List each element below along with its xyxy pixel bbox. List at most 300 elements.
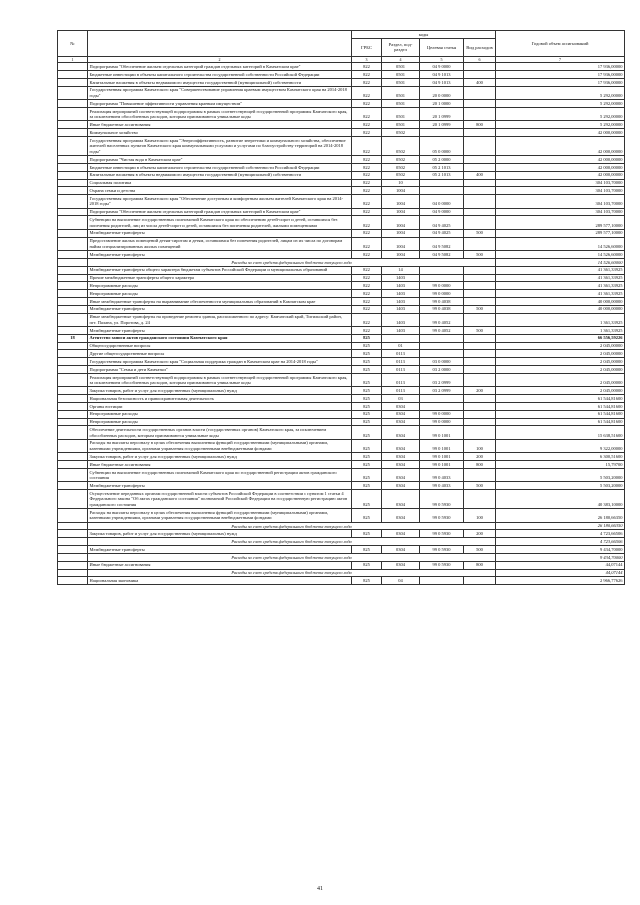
row-name: Государственная программа Камчатского края "Энергоэффективность, развитие энергетики и коммунального хозяйства, обеспечение жителей населенных пунктов Камчатского края коммунальными услугами и услугами по благоустройству территорий на 2014-2018 годы" — [88, 137, 352, 156]
row-name: Государственная программа Камчатского края "Совершенствование управления краевым имуществом Камчатского края на 2014-2018 годы" — [88, 86, 352, 99]
row-number — [58, 208, 88, 216]
row-type — [464, 373, 496, 386]
row-section: 0304 — [382, 410, 420, 418]
row-type — [464, 334, 496, 342]
row-name: Межбюджетные трансферты — [88, 251, 352, 259]
row-type — [464, 266, 496, 274]
row-number — [58, 350, 88, 358]
row-type — [464, 282, 496, 290]
row-number — [58, 86, 88, 99]
row-section: 0304 — [382, 418, 420, 426]
row-name: Прочие межбюджетные трансферты общего характера — [88, 274, 352, 282]
row-grbs: 822 — [352, 305, 382, 313]
table-row — [58, 350, 625, 358]
row-name: Межбюджетные трансферты общего характера бюджетам субъектов Российской Федерации и муниципальных образований — [88, 266, 352, 274]
row-number — [58, 395, 88, 403]
row-grbs: 822 — [352, 86, 382, 99]
table-row — [58, 334, 625, 342]
row-amount: 2 045,00000 — [496, 350, 625, 358]
row-number — [58, 216, 88, 229]
table-row — [58, 107, 625, 120]
row-number — [58, 179, 88, 187]
table-row — [58, 439, 625, 452]
row-amount: 289 577,10000 — [496, 216, 625, 229]
row-target: 04 9 4025 — [420, 216, 464, 229]
row-target: 99 0 4052 — [420, 313, 464, 326]
row-target: 99 0 5930 — [420, 509, 464, 522]
row-type — [464, 297, 496, 305]
row-name: Межбюджетные трансферты — [88, 305, 352, 313]
row-amount: 2 045,00000 — [496, 387, 625, 395]
table-row — [58, 195, 625, 208]
row-target — [420, 179, 464, 187]
row-name: Субвенции на выполнение государственных полномочий Камчатского края по обеспечению детей-сирот и детей, оставшихся без попечения родителей, лиц из числа детей-сирот и детей, оставшихся без попечения родителей, жилыми помещениями — [88, 216, 352, 229]
row-amount: 1 361,33925 — [496, 313, 625, 326]
row-number — [58, 530, 88, 538]
row-name: Капитальные вложения в объекты недвижимого имущества государственной (муниципальной) собственности — [88, 78, 352, 86]
table-row — [58, 237, 625, 250]
table-row — [58, 410, 625, 418]
row-type: 200 — [464, 453, 496, 461]
row-amount: 5 503,20000 — [496, 468, 625, 481]
row-grbs: 825 — [352, 402, 382, 410]
row-section: 0304 — [382, 490, 420, 509]
row-section: 1403 — [382, 282, 420, 290]
row-type — [464, 129, 496, 137]
row-note: Расходы за счет средств федерального бюджета текущего года — [88, 258, 496, 266]
row-type: 500 — [464, 305, 496, 313]
row-grbs: 822 — [352, 129, 382, 137]
table-row — [58, 86, 625, 99]
row-section: 1004 — [382, 187, 420, 195]
row-section: 0113 — [382, 350, 420, 358]
table-note-row — [58, 258, 625, 266]
row-section: 14 — [382, 266, 420, 274]
row-type — [464, 468, 496, 481]
row-grbs: 825 — [352, 395, 382, 403]
table-row — [58, 187, 625, 195]
table-row — [58, 530, 625, 538]
row-name: Бюджетные инвестиции в объекты капитального строительства государственной собственности Российской Федерации — [88, 163, 352, 171]
row-grbs: 825 — [352, 482, 382, 490]
row-name: Непрограммные расходы — [88, 418, 352, 426]
row-name: Социальная политика — [88, 179, 352, 187]
table-row — [58, 229, 625, 237]
row-name: Подпрограмма "Чистая вода в Камчатском крае" — [88, 156, 352, 164]
row-type — [464, 137, 496, 156]
table-note-row — [58, 538, 625, 546]
row-amount: 2 045,00000 — [496, 358, 625, 366]
row-section: 0502 — [382, 163, 420, 171]
table-row — [58, 461, 625, 469]
row-section: 1403 — [382, 327, 420, 335]
row-name: Охрана семьи и детства — [88, 187, 352, 195]
row-number — [58, 482, 88, 490]
row-amount: 61 544,81600 — [496, 410, 625, 418]
row-type — [464, 274, 496, 282]
row-section: 0502 — [382, 171, 420, 179]
row-number — [58, 522, 88, 530]
row-section: 0304 — [382, 402, 420, 410]
row-type — [464, 187, 496, 195]
column-number: 6 — [464, 56, 496, 62]
row-number: 18 — [58, 334, 88, 342]
table-row — [58, 327, 625, 335]
column-number: 1 — [58, 56, 88, 62]
row-grbs: 822 — [352, 313, 382, 326]
header-grbs: ГРБС — [352, 38, 382, 56]
row-grbs: 825 — [352, 461, 382, 469]
row-number — [58, 266, 88, 274]
table-row — [58, 171, 625, 179]
row-amount: 5 292,00000 — [496, 107, 625, 120]
row-number — [58, 410, 88, 418]
row-section: 0113 — [382, 366, 420, 374]
row-section: 0501 — [382, 71, 420, 79]
row-section: 0113 — [382, 358, 420, 366]
row-number — [58, 187, 88, 195]
row-section: 1403 — [382, 297, 420, 305]
row-section: 1403 — [382, 313, 420, 326]
row-section: 0502 — [382, 129, 420, 137]
row-note: Расходы за счет средств федерального бюджета текущего года — [88, 569, 496, 577]
row-target: 05 0 0000 — [420, 137, 464, 156]
table-row — [58, 163, 625, 171]
table-row — [58, 208, 625, 216]
row-number — [58, 453, 88, 461]
row-section: 0501 — [382, 78, 420, 86]
header-target: Целевая статья — [420, 38, 464, 56]
row-amount: 41 361,33925 — [496, 290, 625, 298]
row-section: 0501 — [382, 86, 420, 99]
row-number — [58, 546, 88, 554]
row-number — [58, 373, 88, 386]
table-row — [58, 274, 625, 282]
row-amount: 44,07144 — [496, 569, 625, 577]
row-number — [58, 156, 88, 164]
row-section: 0304 — [382, 482, 420, 490]
row-type: 800 — [464, 461, 496, 469]
row-grbs: 822 — [352, 179, 382, 187]
row-number — [58, 313, 88, 326]
row-grbs: 822 — [352, 187, 382, 195]
table-row — [58, 342, 625, 350]
row-amount: 2 045,00000 — [496, 373, 625, 386]
row-amount: 9 434,70000 — [496, 553, 625, 561]
page-number: 41 — [317, 886, 323, 892]
row-target: 04 9 0000 — [420, 63, 464, 71]
row-section: 1004 — [382, 251, 420, 259]
row-grbs: 825 — [352, 387, 382, 395]
row-number — [58, 71, 88, 79]
row-target — [420, 266, 464, 274]
row-section: 04 — [382, 577, 420, 585]
row-amount: 1 361,33925 — [496, 327, 625, 335]
row-amount: 40 000,00000 — [496, 297, 625, 305]
row-amount: 15,79700 — [496, 461, 625, 469]
row-type — [464, 237, 496, 250]
row-grbs: 822 — [352, 107, 382, 120]
row-number — [58, 171, 88, 179]
row-number — [58, 195, 88, 208]
row-grbs: 822 — [352, 229, 382, 237]
table-row — [58, 290, 625, 298]
row-grbs: 822 — [352, 156, 382, 164]
row-name: Иные бюджетные ассигнования — [88, 121, 352, 129]
row-amount: 26 180,66350 — [496, 509, 625, 522]
row-target: 99 0 4033 — [420, 468, 464, 481]
row-section: 0304 — [382, 453, 420, 461]
row-type: 100 — [464, 509, 496, 522]
row-target — [420, 334, 464, 342]
row-number — [58, 402, 88, 410]
row-target — [420, 342, 464, 350]
row-section: 1004 — [382, 237, 420, 250]
row-amount: 9 434,70000 — [496, 546, 625, 554]
row-grbs: 822 — [352, 327, 382, 335]
row-grbs: 822 — [352, 195, 382, 208]
row-target — [420, 187, 464, 195]
row-type — [464, 216, 496, 229]
row-grbs: 825 — [352, 426, 382, 439]
row-grbs: 822 — [352, 282, 382, 290]
row-amount: 61 544,81600 — [496, 418, 625, 426]
row-note: Расходы за счет средств федерального бюджета текущего года — [88, 522, 496, 530]
row-amount: 289 577,10000 — [496, 229, 625, 237]
row-target: 03 2 0000 — [420, 366, 464, 374]
row-section: 0304 — [382, 546, 420, 554]
table-row — [58, 266, 625, 274]
table-note-row — [58, 569, 625, 577]
row-name: Подпрограмма "Обеспечение жильем отдельных категорий граждан отдельных категорий в Камчатском крае" — [88, 63, 352, 71]
row-number — [58, 387, 88, 395]
row-type — [464, 395, 496, 403]
row-target: 04 0 0000 — [420, 195, 464, 208]
row-type: 400 — [464, 78, 496, 86]
row-target: 99 0 4033 — [420, 482, 464, 490]
row-grbs: 825 — [352, 350, 382, 358]
row-amount: 40 000,00000 — [496, 305, 625, 313]
row-type — [464, 426, 496, 439]
row-type — [464, 290, 496, 298]
row-amount: 61 544,81600 — [496, 402, 625, 410]
row-name: Подпрограмма "Семья и дети Камчатки" — [88, 366, 352, 374]
row-amount: 66 556,59226 — [496, 334, 625, 342]
row-amount: 5 292,00000 — [496, 86, 625, 99]
row-section: 0501 — [382, 107, 420, 120]
row-number — [58, 461, 88, 469]
row-grbs: 825 — [352, 366, 382, 374]
row-target: 99 0 1001 — [420, 453, 464, 461]
row-type — [464, 313, 496, 326]
row-number — [58, 129, 88, 137]
table-row — [58, 426, 625, 439]
row-amount: 14 526,60000 — [496, 258, 625, 266]
row-number — [58, 251, 88, 259]
row-grbs: 825 — [352, 490, 382, 509]
row-number — [58, 439, 88, 452]
row-number — [58, 366, 88, 374]
row-target: 20 1 0000 — [420, 100, 464, 108]
row-amount: 42 000,00000 — [496, 171, 625, 179]
row-amount: 15 638,51600 — [496, 426, 625, 439]
row-name: Расходы на выплаты персоналу в целях обеспечения выполнения функций государственными (муниципальными) органами, казенными учреждениями, органами управления государственными внебюджетными фондами — [88, 509, 352, 522]
table-header — [58, 31, 625, 63]
row-name: Межбюджетные трансферты — [88, 546, 352, 554]
row-section: 1004 — [382, 216, 420, 229]
table-row — [58, 137, 625, 156]
table-row — [58, 297, 625, 305]
row-type — [464, 156, 496, 164]
table-row — [58, 453, 625, 461]
row-target — [420, 402, 464, 410]
row-grbs: 822 — [352, 100, 382, 108]
header-total: Годовой объем ассигнований — [496, 31, 625, 57]
row-grbs: 822 — [352, 297, 382, 305]
row-number — [58, 561, 88, 569]
row-name: Непрограммные расходы — [88, 290, 352, 298]
row-type: 200 — [464, 530, 496, 538]
row-number — [58, 426, 88, 439]
row-grbs: 825 — [352, 546, 382, 554]
row-section: 0304 — [382, 468, 420, 481]
row-type — [464, 86, 496, 99]
row-target: 99 0 4038 — [420, 305, 464, 313]
row-grbs: 825 — [352, 453, 382, 461]
table-row — [58, 71, 625, 79]
table-row — [58, 468, 625, 481]
row-section: 0304 — [382, 509, 420, 522]
table-row — [58, 577, 625, 585]
table-row — [58, 546, 625, 554]
row-grbs: 822 — [352, 251, 382, 259]
row-amount: 4 723,66506 — [496, 538, 625, 546]
row-grbs: 822 — [352, 171, 382, 179]
row-amount: 41 361,33925 — [496, 274, 625, 282]
row-number — [58, 121, 88, 129]
table-row — [58, 179, 625, 187]
row-name: Национальная экономика — [88, 577, 352, 585]
row-section: 03 — [382, 395, 420, 403]
row-amount: 41 361,33925 — [496, 266, 625, 274]
table-row — [58, 395, 625, 403]
row-type: 500 — [464, 229, 496, 237]
row-grbs: 825 — [352, 509, 382, 522]
row-target: 05 2 1013 — [420, 171, 464, 179]
row-amount: 42 000,00000 — [496, 156, 625, 164]
table-row — [58, 156, 625, 164]
column-number: 2 — [88, 56, 352, 62]
row-type — [464, 208, 496, 216]
row-target: 20 1 0999 — [420, 121, 464, 129]
row-number — [58, 237, 88, 250]
row-amount: 5 503,20000 — [496, 482, 625, 490]
row-grbs: 822 — [352, 237, 382, 250]
row-section: 0501 — [382, 63, 420, 71]
row-amount: 304 103,70000 — [496, 187, 625, 195]
row-type — [464, 107, 496, 120]
row-name: Иные межбюджетные трансферты на проведение ремонта здания, расположенного по адресу: Камчатский край, Тигильский район, пгт. Палана, ул. Поротова, д. 24 — [88, 313, 352, 326]
row-amount: 42 000,00000 — [496, 129, 625, 137]
row-target — [420, 577, 464, 585]
row-type: 400 — [464, 171, 496, 179]
row-name: Органы юстиции — [88, 402, 352, 410]
row-number — [58, 78, 88, 86]
row-target: 03 0 0000 — [420, 358, 464, 366]
row-number — [58, 100, 88, 108]
row-amount: 17 936,00000 — [496, 71, 625, 79]
row-number — [58, 282, 88, 290]
row-name: Капитальные вложения в объекты недвижимого имущества государственной (муниципальной) собственности — [88, 171, 352, 179]
row-name: Межбюджетные трансферты — [88, 327, 352, 335]
row-amount: 304 103,70000 — [496, 208, 625, 216]
row-target: 20 1 0999 — [420, 107, 464, 120]
header-type: Вид расходов — [464, 38, 496, 56]
row-grbs: 825 — [352, 439, 382, 452]
row-type — [464, 402, 496, 410]
row-type — [464, 163, 496, 171]
row-number — [58, 553, 88, 561]
row-number — [58, 274, 88, 282]
row-type: 200 — [464, 387, 496, 395]
row-name: Закупка товаров, работ и услуг для государственных (муниципальных) нужд — [88, 387, 352, 395]
row-target: 03 2 0999 — [420, 373, 464, 386]
table-row — [58, 251, 625, 259]
row-name: Обеспечение деятельности государственных органов власти (государственных органов) Камчатского края, за исключением обособленных расходов, которым присваиваются уникальные коды — [88, 426, 352, 439]
row-type — [464, 71, 496, 79]
row-name: Межбюджетные трансферты — [88, 229, 352, 237]
row-name: Другие общегосударственные вопросы — [88, 350, 352, 358]
row-grbs: 822 — [352, 63, 382, 71]
row-amount: 14 526,60000 — [496, 237, 625, 250]
table-row — [58, 482, 625, 490]
row-grbs: 825 — [352, 418, 382, 426]
row-number — [58, 297, 88, 305]
row-number — [58, 163, 88, 171]
row-amount: 304 103,70000 — [496, 195, 625, 208]
row-amount: 2 966,77626 — [496, 577, 625, 585]
row-section: 0113 — [382, 373, 420, 386]
table-row — [58, 305, 625, 313]
row-amount: 61 544,81600 — [496, 395, 625, 403]
row-target: 99 0 4038 — [420, 297, 464, 305]
row-amount: 4 723,66506 — [496, 530, 625, 538]
table-row — [58, 387, 625, 395]
row-number — [58, 509, 88, 522]
row-section: 1403 — [382, 290, 420, 298]
row-target — [420, 350, 464, 358]
table-row — [58, 63, 625, 71]
row-target: 04 9 5082 — [420, 237, 464, 250]
column-number: 4 — [382, 56, 420, 62]
row-section: 1004 — [382, 195, 420, 208]
row-section: 10 — [382, 179, 420, 187]
row-name: Осуществление переданных органам государственной власти субъектов Российской Федерации в соответствии с пунктом 1 статьи 4 Федерального закона "Об актах гражданского состояния" полномочий Российской Федерации на государственную регистрацию актов гражданского состояния — [88, 490, 352, 509]
table-row — [58, 121, 625, 129]
row-name: Непрограммные расходы — [88, 282, 352, 290]
table-row — [58, 100, 625, 108]
row-name: Иные бюджетные ассигнования — [88, 461, 352, 469]
header-name — [88, 31, 352, 57]
row-amount: 304 103,70000 — [496, 179, 625, 187]
table-row — [58, 418, 625, 426]
row-target: 99 0 0000 — [420, 418, 464, 426]
row-grbs: 822 — [352, 121, 382, 129]
row-grbs: 822 — [352, 216, 382, 229]
table-body — [58, 63, 625, 585]
row-number — [58, 358, 88, 366]
row-name: Предоставление жилых помещений детям-сиротам и детям, оставшимся без попечения родителей, лицам из их числа по договорам найма специализированных жилых помещений — [88, 237, 352, 250]
